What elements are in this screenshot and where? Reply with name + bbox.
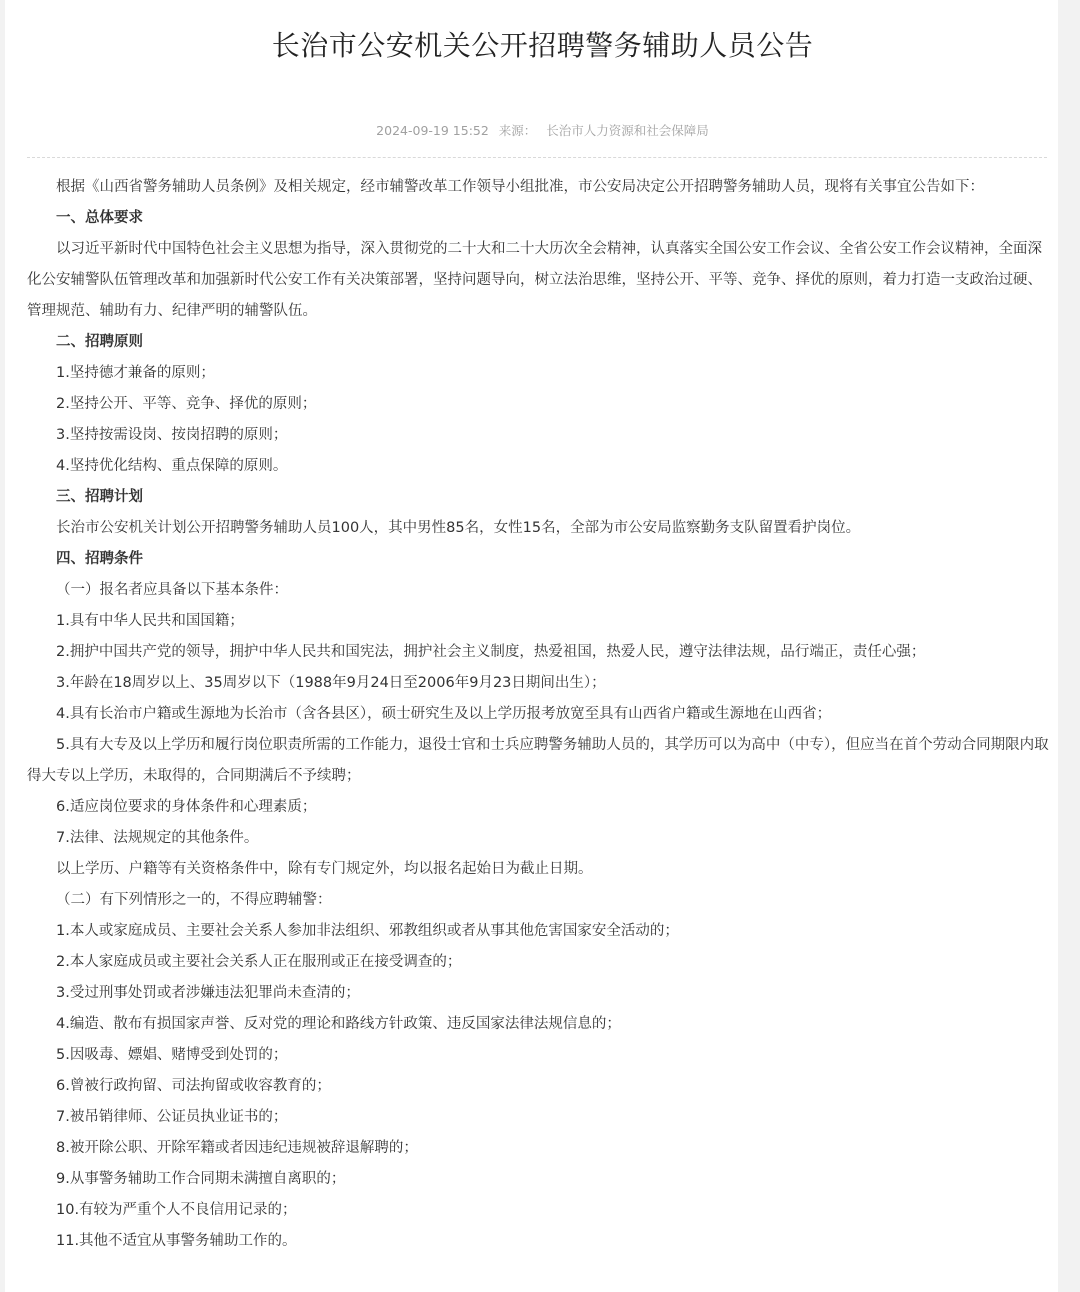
list-item: 11.其他不适宜从事警务辅助工作的。 [56, 1233, 297, 1249]
list-item: 3.年龄在18周岁以上、35周岁以下（1988年9月24日至2006年9月23日期间出生）； [56, 675, 606, 691]
list-item: 2.坚持公开、平等、竞争、择优的原则； [56, 396, 317, 412]
article-meta [5, 121, 1080, 139]
paragraph: 长治市公安机关计划公开招聘警务辅助人员100人，其中男性85名，女性15名，全部为市公安局监察勤务支队留置看护岗位。 [56, 520, 861, 536]
list-item: 4.坚持优化结构、重点保障的原则。 [56, 458, 288, 474]
list-item: 3.受过刑事处罚或者涉嫌违法犯罪尚未查清的； [56, 985, 360, 1001]
sub-heading: （一）报名者应具备以下基本条件： [56, 582, 288, 598]
article-body [27, 172, 1051, 1257]
article-page [5, 0, 1058, 1292]
section-heading: 三、招聘计划 [56, 489, 143, 505]
list-item: 4.编造、散布有损国家声誉、反对党的理论和路线方针政策、违反国家法律法规信息的； [56, 1016, 621, 1032]
list-item: 1.本人或家庭成员、主要社会关系人参加非法组织、邪教组织或者从事其他危害国家安全活动的； [56, 923, 679, 939]
paragraph: 以习近平新时代中国特色社会主义思想为指导，深入贯彻党的二十大和二十大历次全会精神，认真落实全国公安工作会议、全省公安工作会议精神，全面深化公安辅警队伍管理改革和加强新时代公安工作有关决策部署，坚持问题导向，树立法治思维，坚持公开、平等、竞争、择优的原则，着力打造一支政治过硬、管理规范、辅助有力、纪律严明的辅警队伍。 [27, 241, 1042, 319]
list-item: 4.具有长治市户籍或生源地为长治市（含各县区），硕士研究生及以上学历报考放宽至具有山西省户籍或生源地在山西省； [56, 706, 832, 722]
page-title: 长治市公安机关公开招聘警务辅助人员公告 [271, 29, 814, 62]
intro-paragraph: 根据《山西省警务辅助人员条例》及相关规定，经市辅警改革工作领导小组批准，市公安局决定公开招聘警务辅助人员，现将有关事宜公告如下： [56, 179, 984, 195]
list-item: 5.因吸毒、嫖娼、赌博受到处罚的； [56, 1047, 288, 1063]
list-item: 9.从事警务辅助工作合同期未满擅自离职的； [56, 1171, 346, 1187]
section-heading: 一、总体要求 [56, 210, 143, 226]
list-item: 2.拥护中国共产党的领导，拥护中华人民共和国宪法，拥护社会主义制度，热爱祖国，热爱人民，遵守法律法规，品行端正，责任心强； [56, 644, 926, 660]
divider [27, 157, 1047, 158]
list-item: 3.坚持按需设岗、按岗招聘的原则； [56, 427, 288, 443]
list-item: 7.法律、法规规定的其他条件。 [56, 830, 259, 846]
list-item: 8.被开除公职、开除军籍或者因违纪违规被辞退解聘的； [56, 1140, 418, 1156]
publish-date: 2024-09-19 15:52 [376, 123, 489, 138]
list-item: 6.适应岗位要求的身体条件和心理素质； [56, 799, 317, 815]
list-item: 1.具有中华人民共和国国籍； [56, 613, 244, 629]
section-heading: 四、招聘条件 [56, 551, 143, 567]
source-name: 长治市人力资源和社会保障局 [546, 123, 709, 138]
section-heading: 二、招聘原则 [56, 334, 143, 350]
list-item: 5.具有大专及以上学历和履行岗位职责所需的工作能力，退役士官和士兵应聘警务辅助人员的，其学历可以为高中（中专），但应当在首个劳动合同期限内取得大专以上学历，未取得的，合同期满后不予续聘； [27, 737, 1049, 784]
list-item: 1.坚持德才兼备的原则； [56, 365, 215, 381]
list-item: 6.曾被行政拘留、司法拘留或收容教育的； [56, 1078, 331, 1094]
paragraph: 以上学历、户籍等有关资格条件中，除有专门规定外，均以报名起始日为截止日期。 [56, 861, 593, 877]
sub-heading: （二）有下列情形之一的，不得应聘辅警： [56, 892, 332, 908]
source-label: 来源： [498, 123, 537, 138]
list-item: 7.被吊销律师、公证员执业证书的； [56, 1109, 288, 1125]
list-item: 10.有较为严重个人不良信用记录的； [56, 1202, 297, 1218]
list-item: 2.本人家庭成员或主要社会关系人正在服刑或正在接受调查的； [56, 954, 462, 970]
